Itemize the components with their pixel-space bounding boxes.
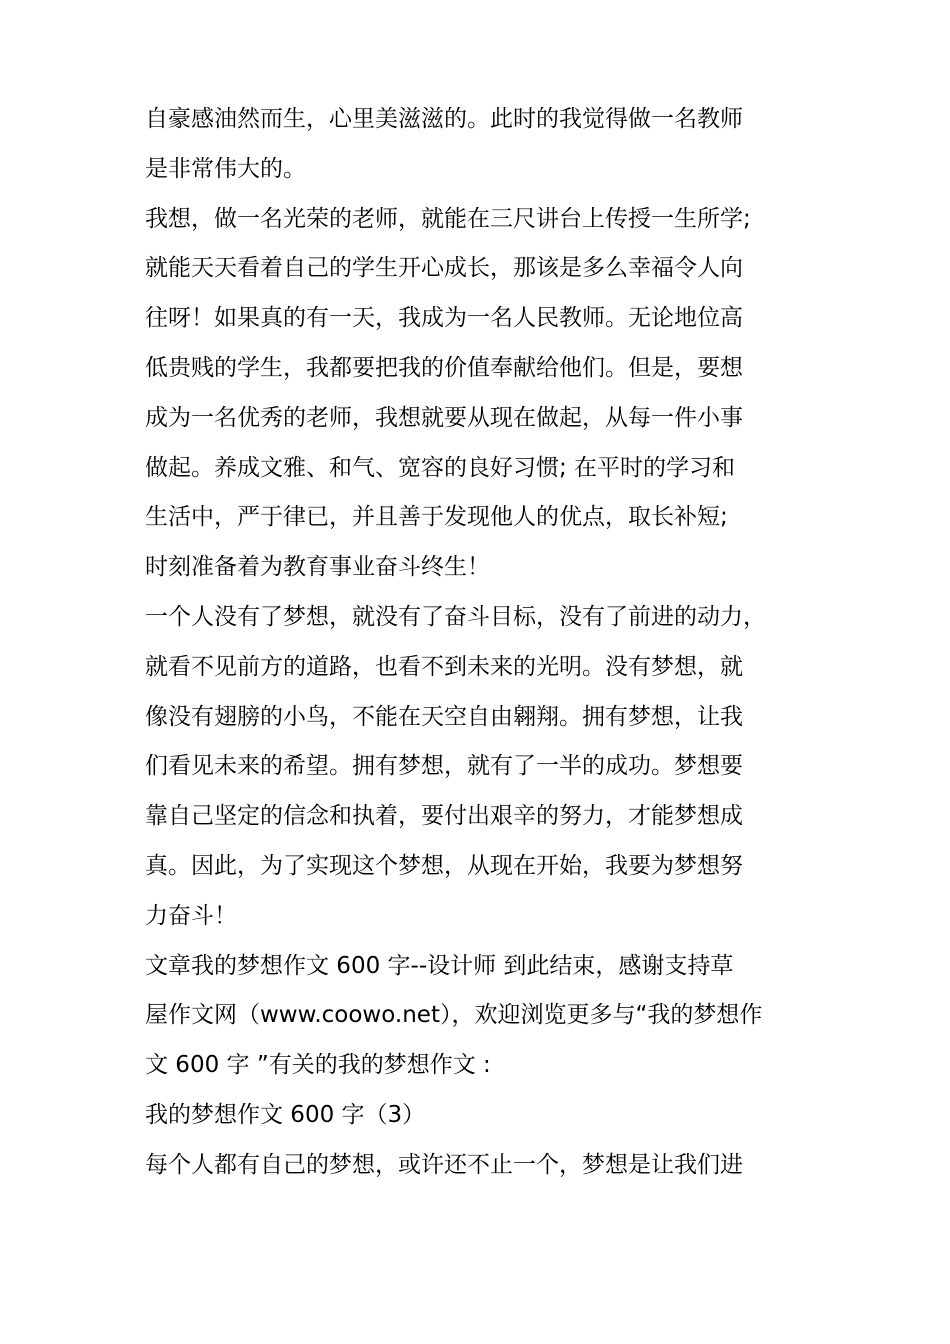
text-line: 生活中，严于律已，并且善于发现他人的优点，取长补短; <box>145 504 728 531</box>
text-line: 靠自己坚定的信念和执着，要付出艰辛的努力，才能梦想成 <box>145 803 743 830</box>
text-line: 就能天天看着自己的学生开心成长，那该是多么幸福令人向 <box>145 255 743 282</box>
document-body <box>145 95 820 1191</box>
text-line: 往呀！如果真的有一天，我成为一名人民教师。无论地位高 <box>145 305 743 332</box>
text-line: 自豪感油然而生，心里美滋滋的。此时的我觉得做一名教师 <box>145 106 743 132</box>
text-line: 我想，做一名光荣的老师，就能在三尺讲台上传授一生所学; <box>145 205 751 232</box>
text-line: 时刻准备着为教育事业奋斗终生！ <box>145 554 490 581</box>
text-line: 像没有翅膀的小鸟，不能在天空自由翱翔。拥有梦想，让我 <box>145 703 743 730</box>
text-line: 做起。养成文雅、和气、宽容的良好习惯; 在平时的学习和 <box>145 454 736 481</box>
text-line: 们看见未来的希望。拥有梦想，就有了一半的成功。梦想要 <box>145 753 743 780</box>
text-line: 成为一名优秀的老师，我想就要从现在做起，从每一件小事 <box>145 404 743 431</box>
text-line: 文 600 字 ”有关的我的梦想作文 : <box>145 1052 491 1079</box>
text-line: 真。因此，为了实现这个梦想，从现在开始，我要为梦想努 <box>145 852 743 879</box>
text-line: 每个人都有自己的梦想，或许还不止一个，梦想是让我们进 <box>145 1151 743 1178</box>
section-heading: 我的梦想作文 600 字（3） <box>145 1101 426 1128</box>
text-line: 就看不见前方的道路，也看不到未来的光明。没有梦想，就 <box>145 653 743 680</box>
text-line: 文章我的梦想作文 600 字--设计师 到此结束，感谢支持草 <box>145 952 734 979</box>
text-line: 是非常伟大的。 <box>145 155 306 182</box>
text-line: 力奋斗！ <box>145 902 237 929</box>
text-line: 低贵贱的学生，我都要把我的价值奉献给他们。但是，要想 <box>145 354 743 381</box>
text-line: 一个人没有了梦想，就没有了奋斗目标，没有了前进的动力， <box>145 603 766 630</box>
text-line: 屋作文网（www.coowo.net），欢迎浏览更多与“我的梦想作 <box>145 1002 763 1029</box>
